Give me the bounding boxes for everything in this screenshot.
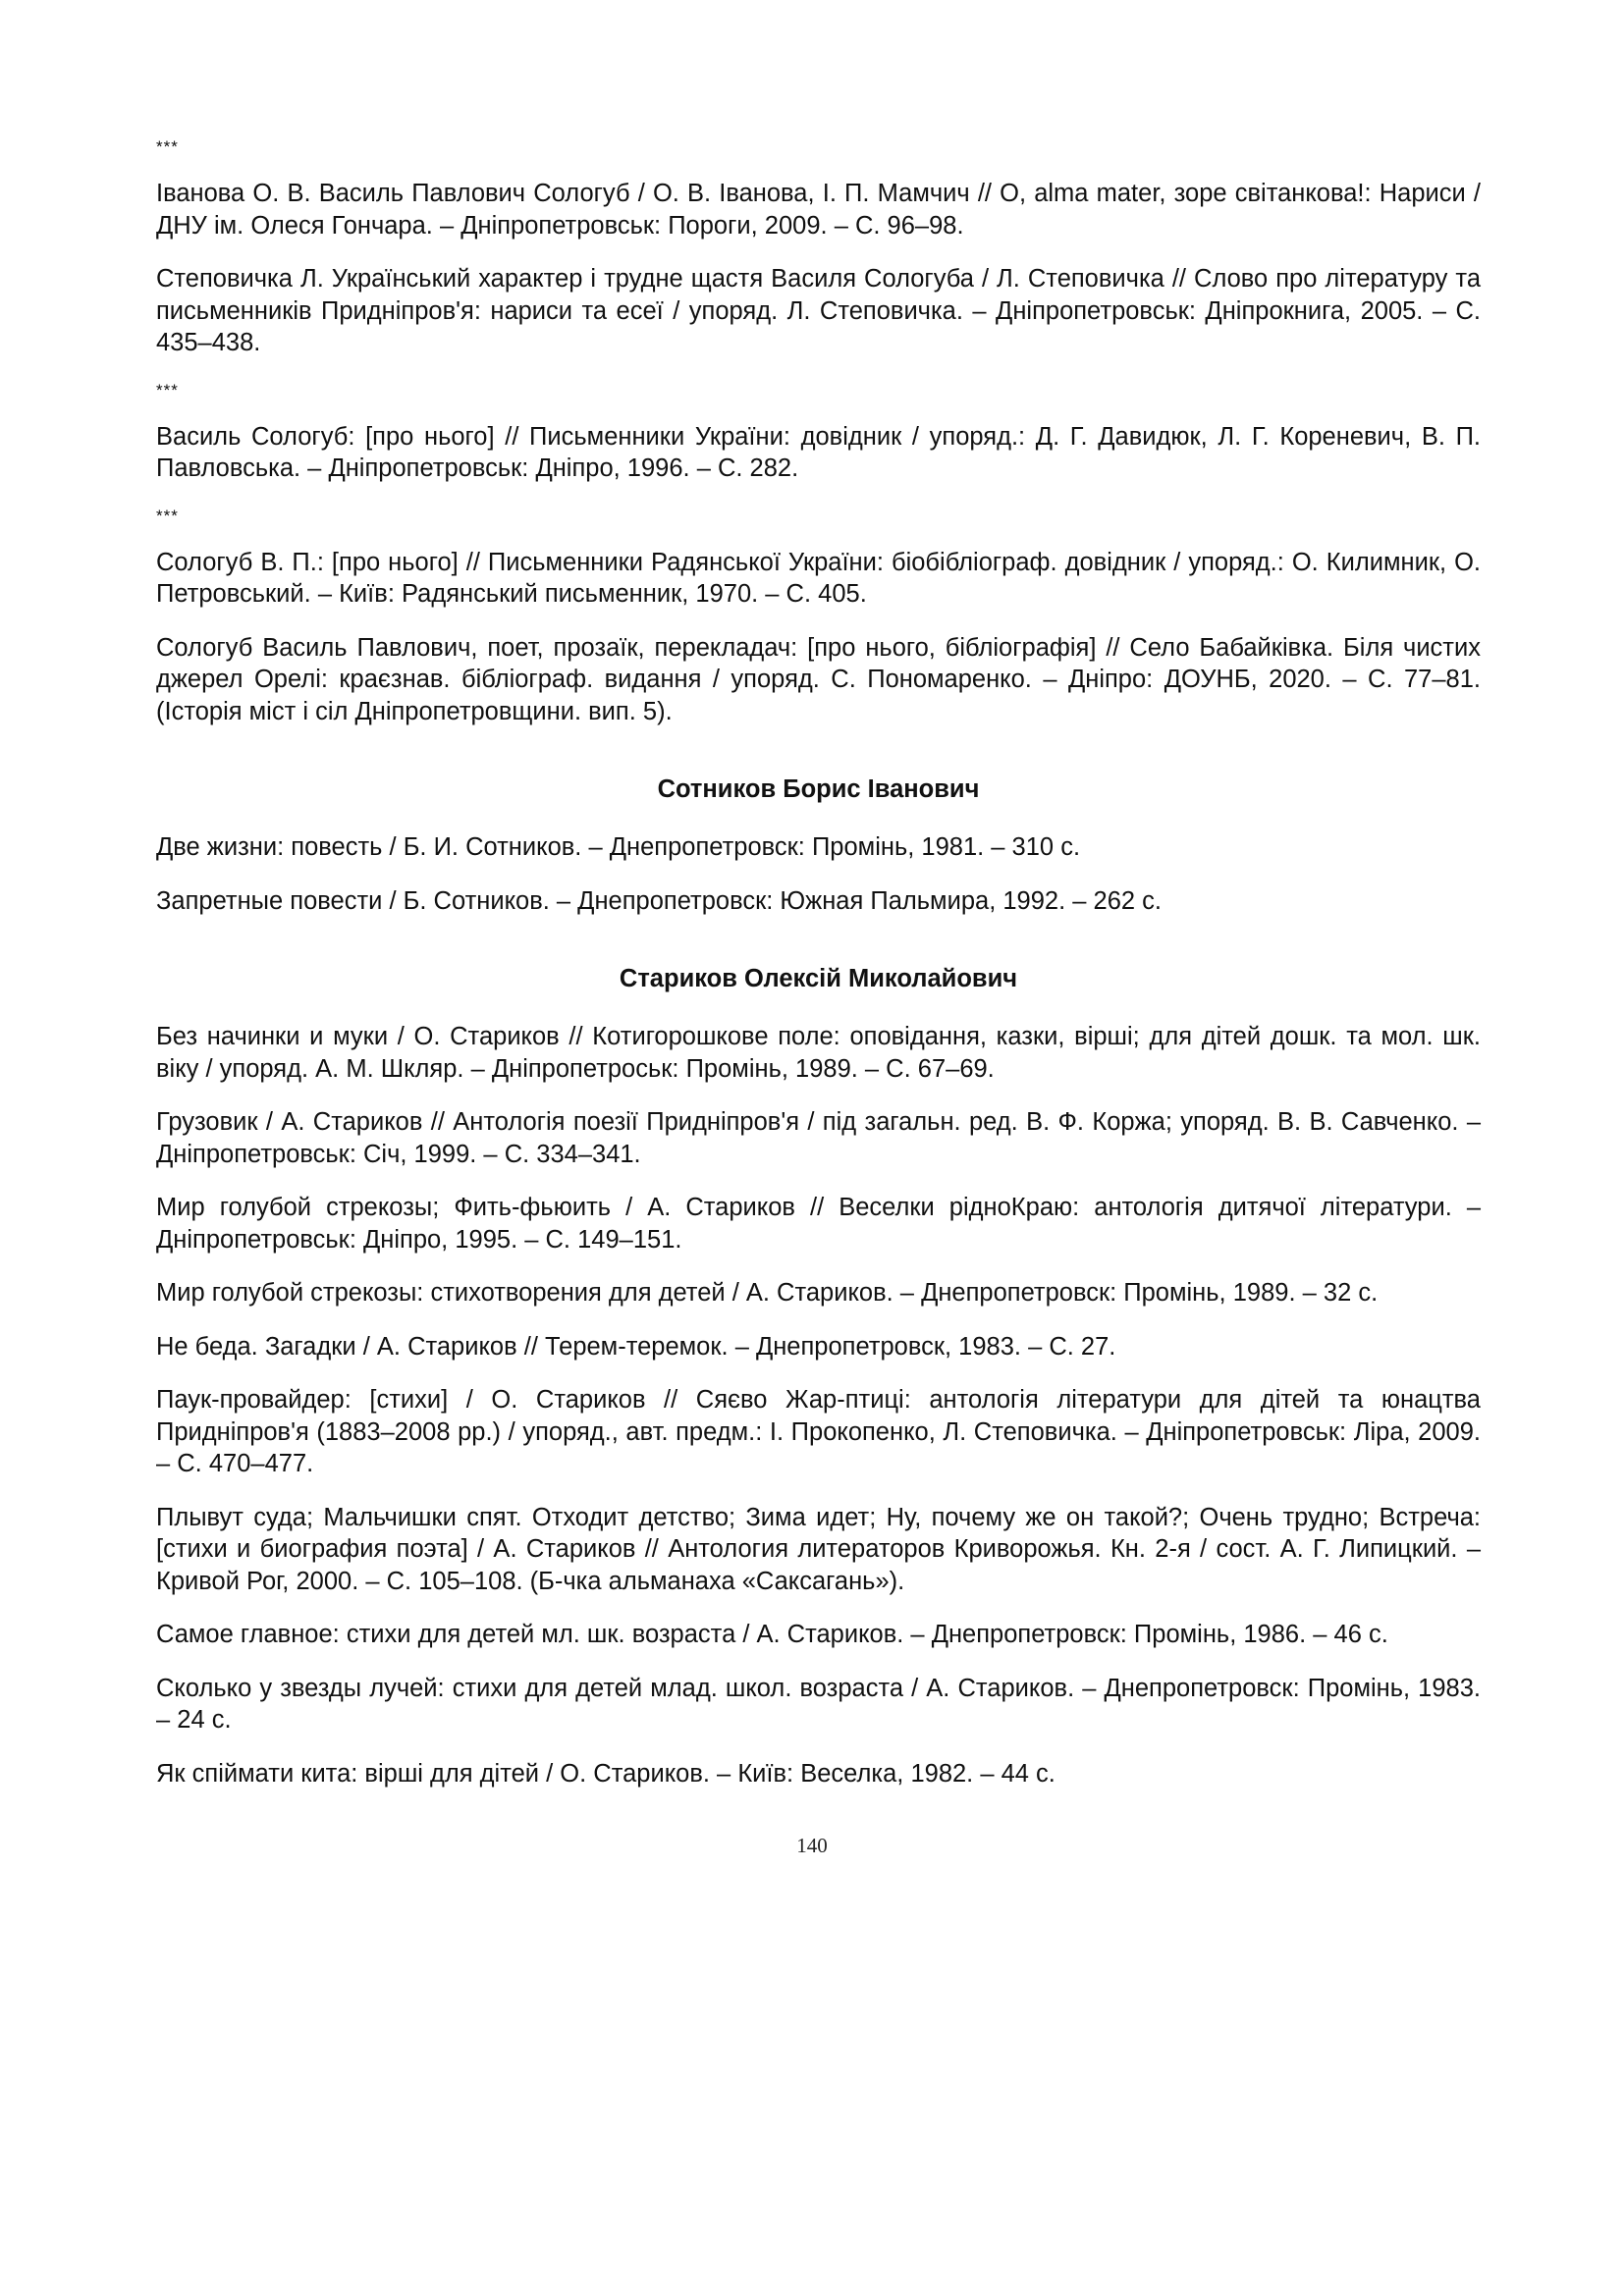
bibliography-entry: Як спіймати кита: вірші для дітей / О. Стариков. – Київ: Веселка, 1982. – 44 с. xyxy=(156,1759,1056,1788)
section-sotnikov xyxy=(156,774,1481,917)
bibliography-entry: Запретные повести / Б. Сотников. – Днепропетровск: Южная Пальмира, 1992. – 262 с. xyxy=(156,886,1162,915)
bibliography-entry: Не беда. Загадки / А. Стариков // Терем-теремок. – Днепропетровск, 1983. – С. 27. xyxy=(156,1332,1116,1361)
bibliography-entry: Мир голубой стрекозы: стихотворения для детей / А. Стариков. – Днепропетровск: Промінь, 1989. – 32 с. xyxy=(156,1279,1379,1307)
bibliography-entry: Мир голубой стрекозы; Фить-фьюить / А. Стариков // Веселки рідноКраю: антологія дитячої літератури. – Дніпропетровськ: Дніпро, 1995. – С. 149–151. xyxy=(156,1194,1481,1254)
bibliography-entry: Две жизни: повесть / Б. И. Сотников. – Днепропетровск: Промінь, 1981. – 310 с. xyxy=(156,833,1081,861)
bibliography-entry: Паук-провайдер: [стихи] / О. Стариков // Сяєво Жар-птиці: антологія літератури для дітей та юнацтва Придніпров'я (1883–2008 рр.) / упоряд., авт. предм.: І. Прокопенко, Л. Степовичка. – Дніпропетровськ: Ліра, 2009. – С. 470–477. xyxy=(156,1386,1481,1477)
bibliography-content xyxy=(156,137,1481,1811)
bibliography-entry: Василь Сологуб: [про нього] // Письменники України: довідник / упоряд.: Д. Г. Давидюк, Л. Г. Кореневич, В. П. Павловська. – Дніпропетровськ: Дніпро, 1996. – С. 282. xyxy=(156,422,1481,482)
bibliography-entry: Грузовик / А. Стариков // Антологія поезії Придніпров'я / під загальн. ред. В. Ф. Коржа; упоряд. В. В. Савченко. – Дніпропетровськ: Січ, 1999. – С. 334–341. xyxy=(156,1108,1481,1168)
bibliography-entry: Іванова О. В. Василь Павлович Сологуб / О. В. Іванова, І. П. Мамчич // О, alma mater, зоре світанкова!: Нариси / ДНУ ім. Олеся Гончара. – Дніпропетровськ: Пороги, 2009. – С. 96–98. xyxy=(156,180,1481,240)
bibliography-entry: Без начинки и муки / О. Стариков // Котигорошкове поле: оповідання, казки, вірші; для дітей дошк. та мол. шк. віку / упоряд. А. М. Шкляр. – Дніпропетроськ: Промінь, 1989. – С. 67–69. xyxy=(156,1023,1481,1083)
separator: *** xyxy=(156,137,179,156)
separator: *** xyxy=(156,380,179,400)
bibliography-entry: Сологуб В. П.: [про нього] // Письменники Радянської України: біобібліограф. довідник / упоряд.: О. Килимник, О. Петровський. – Київ: Радянський письменник, 1970. – С. 405. xyxy=(156,548,1481,608)
bibliography-entry: Сколько у звезды лучей: стихи для детей млад. школ. возраста / А. Стариков. – Днепропетровск: Промінь, 1983. – 24 с. xyxy=(156,1674,1481,1734)
bibliography-entry: Степовичка Л. Український характер і трудне щастя Василя Сологуба / Л. Степовичка // Слово про літературу та письменників Придніпров'я: нариси та есеї / упоряд. Л. Степовичка. – Дніпропетровськ: Дніпрокнига, 2005. – С. 435–438. xyxy=(156,265,1481,356)
bibliography-entry: Сологуб Василь Павлович, поет, прозаїк, перекладач: [про нього, бібліографія] // Село Бабайківка. Біля чистих джерел Орелі: краєзнав. бібліограф. видання / упоряд. С. Пономаренко. – Дніпро: ДОУНБ, 2020. – С. 77–81. (Історія міст і сіл Дніпропетровщини. вип. 5). xyxy=(156,633,1481,725)
page-number: 140 xyxy=(796,1834,828,1857)
bibliography-entry: Плывут суда; Мальчишки спят. Отходит детство; Зима идет; Ну, почему же он такой?; Очень трудно; Встреча: [стихи и биография поэта] / А. Стариков // Антология литераторов Криворожья. Кн. 2-я / сост. А. Г. Липицкий. – Кривой Рог, 2000. – С. 105–108. (Б-чка альманаха «Саксагань»). xyxy=(156,1503,1481,1595)
bibliography-entry: Самое главное: стихи для детей мл. шк. возраста / А. Стариков. – Днепропетровск: Промінь, 1986. – 46 с. xyxy=(156,1621,1388,1648)
author-heading: Стариков Олексій Миколайович xyxy=(619,965,1018,992)
author-heading: Сотников Борис Іванович xyxy=(657,775,980,803)
separator: *** xyxy=(156,506,179,525)
section-starikov xyxy=(156,963,1481,1789)
section-continuation xyxy=(156,137,1481,727)
